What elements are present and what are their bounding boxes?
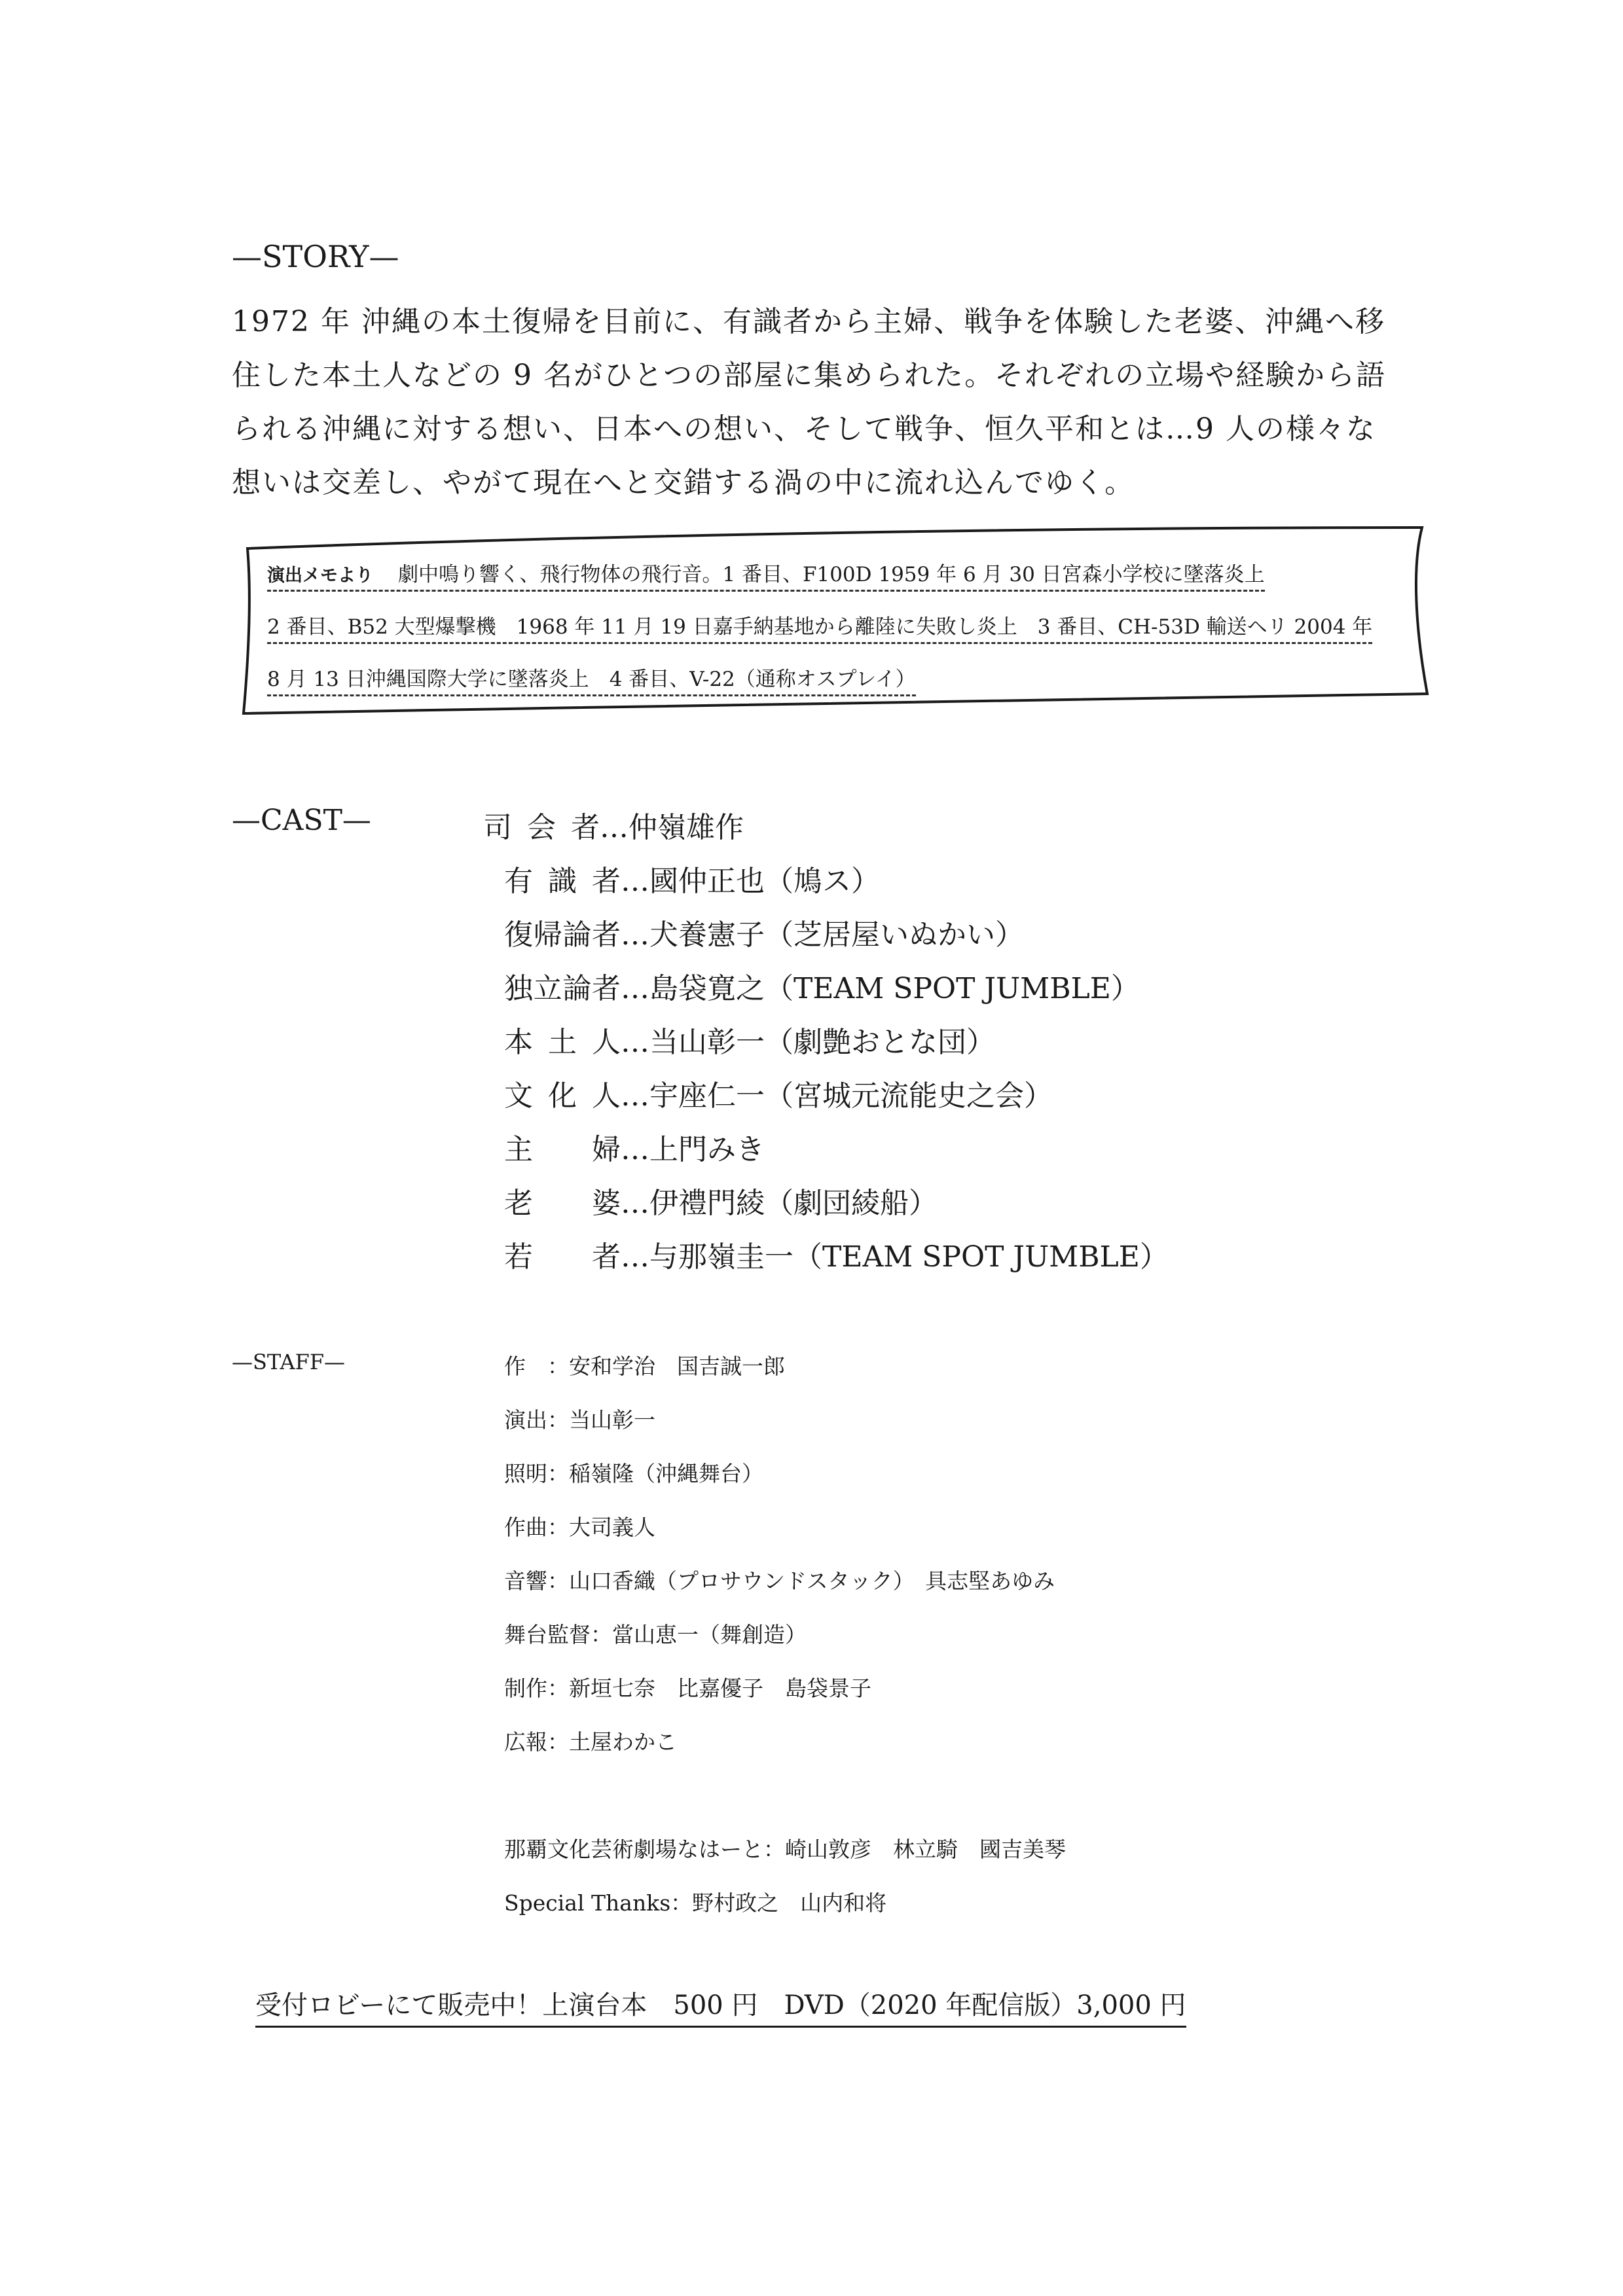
cast-role: 本 土 人: [504, 1026, 621, 1059]
sales-notice: 受付ロビーにて販売中！上演台本 500 円 DVD（2020 年配信版）3,000 円: [255, 1984, 1186, 2028]
cast-row: [504, 911, 1024, 953]
staff-line: 舞台監督：當山恵一（舞創造）: [504, 1622, 807, 1647]
cast-row: [483, 804, 744, 846]
cast-member: …犬養憲子（芝居屋いぬかい）: [621, 918, 1024, 952]
staff-line: 制作：新垣七奈 比嘉優子 島袋景子: [504, 1676, 871, 1701]
cast-role: 有 識 者: [504, 865, 621, 898]
memo-line-2: 2 番目、B52 大型爆撃機 1968 年 11 月 19 日嘉手納基地から離陸に失敗し炎上 3 番目、CH-53D 輸送ヘリ 2004 年: [267, 610, 1372, 644]
memo-label: 演出メモより: [267, 565, 373, 586]
story-line: 想いは交差し、やがて現在へと交錯する渦の中に流れ込んでゆく。: [232, 466, 1135, 499]
cast-role: 文 化 人: [504, 1079, 621, 1113]
memo-line-3: 8 月 13 日沖縄国際大学に墜落炎上 4 番目、V-22（通称オスプレイ）: [267, 662, 916, 696]
cast-row: [504, 1233, 1169, 1275]
cast-role: 老 婆: [504, 1187, 621, 1220]
staff-line: 作 ：安和学治 国吉誠一郎: [504, 1354, 785, 1379]
cast-member: …宇座仁一（宮城元流能史之会）: [621, 1079, 1053, 1113]
cast-member: …与那嶺圭一（TEAM SPOT JUMBLE）: [621, 1240, 1169, 1274]
staff-line: Special Thanks：野村政之 山内和将: [504, 1890, 887, 1916]
staff-line: 那覇文化芸術劇場なはーと：崎山敦彦 林立騎 國吉美琴: [504, 1837, 1066, 1862]
cast-row: [504, 1018, 995, 1060]
cast-row: [504, 857, 880, 899]
cast-role: 復 帰 論 者: [504, 918, 621, 952]
story-heading: —STORY—: [232, 239, 399, 274]
cast-role: 主 婦: [504, 1133, 621, 1166]
story-line: られる沖縄に対する想い、日本への想い、そして戦争、恒久平和とは…9 人の様々な: [232, 412, 1376, 446]
cast-row: [504, 965, 1140, 1007]
staff-line: 照明：稲嶺隆（沖縄舞台）: [504, 1461, 763, 1486]
story-line: 住した本土人などの 9 名がひとつの部屋に集められた。それぞれの立場や経験から語: [232, 359, 1387, 392]
staff-line: 広報：土屋わかこ: [504, 1729, 677, 1755]
cast-heading: —CAST—: [232, 804, 371, 837]
staff-line: 音響：山口香織（プロサウンドスタック） 具志堅あゆみ: [504, 1568, 1055, 1594]
cast-member: …仲嶺雄作: [600, 811, 744, 844]
staff-heading: —STAFF—: [232, 1350, 346, 1374]
cast-row: [504, 1179, 938, 1221]
cast-role: 若 者: [504, 1240, 621, 1274]
cast-member: …伊禮門綾（劇団綾船）: [621, 1187, 938, 1220]
staff-line: 演出：当山彰一: [504, 1407, 655, 1433]
cast-row: [504, 1072, 1053, 1114]
cast-role: 独 立 論 者: [504, 972, 621, 1005]
story-line: 1972 年 沖縄の本土復帰を目前に、有識者から主婦、戦争を体験した老婆、沖縄へ移: [232, 305, 1385, 338]
memo-line-1: 演出メモより 劇中鳴り響く、飛行物体の飛行音。1 番目、F100D 1959 年 6 月 30 日宮森小学校に墜落炎上: [267, 558, 1265, 592]
cast-row: [504, 1126, 765, 1168]
cast-member: …当山彰一（劇艶おとな団）: [621, 1026, 995, 1059]
cast-role: 司 会 者: [483, 811, 600, 844]
cast-member: …國仲正也（鳩ス）: [621, 865, 880, 898]
cast-member: …島袋寛之（TEAM SPOT JUMBLE）: [621, 972, 1140, 1005]
cast-member: …上門みき: [621, 1133, 765, 1166]
staff-line: 作曲：大司義人: [504, 1515, 655, 1540]
